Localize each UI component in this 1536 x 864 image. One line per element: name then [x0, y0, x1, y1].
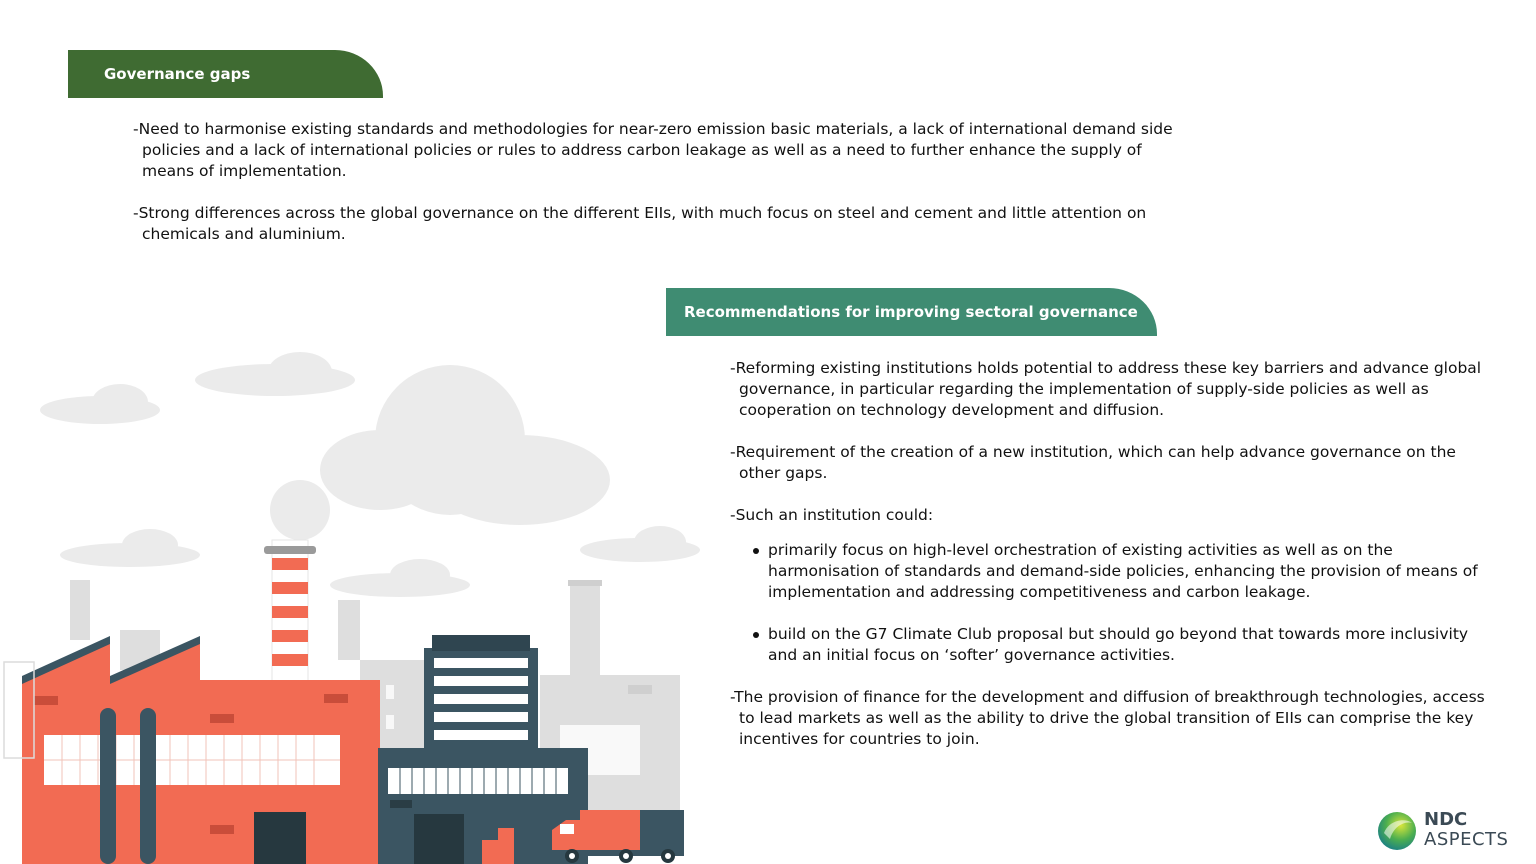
- recommendation-final-point: -The provision of finance for the development and diffusion of breakthrough technologies, access to lead markets as well as the ability to drive the global transition of EIIs can comprise the key incentives for countries to join.: [730, 688, 1485, 748]
- cloud-shapes: [40, 352, 700, 597]
- globe-logo-icon: [1376, 809, 1418, 851]
- governance-gap-point: -Need to harmonise existing standards and methodologies for near-zero emission basic materials, a lack of international demand side policies and a lack of international policies or rules to address carbon leakage as well as a need to further enhance the supply of means of implementation.: [133, 120, 1173, 180]
- striped-chimney: [264, 540, 316, 690]
- recommendations-list: [730, 358, 1490, 771]
- ndc-aspects-logo: [1376, 806, 1516, 854]
- bullet-text: primarily focus on high-level orchestration of existing activities as well as on the harmonisation of standards and demand-side policies, enhancing the provision of means of implementation and addressing competitiveness and carbon leakage.: [768, 541, 1478, 601]
- recommendation-point: -Such an institution could:: [730, 506, 934, 524]
- recommendations-header: [666, 288, 1157, 336]
- bullet-text: build on the G7 Climate Club proposal but should go beyond that towards more inclusivity and an initial focus on ‘softer’ governance activities.: [768, 625, 1469, 664]
- bullet-dot-icon: [753, 548, 759, 554]
- recommendation-point: -Reforming existing institutions holds potential to address these key barriers and advance global governance, in particular regarding the implementation of supply-side policies as well as cooperation on technology development and diffusion.: [730, 359, 1482, 419]
- logo-line-1: NDC: [1424, 809, 1468, 830]
- red-factory: [22, 636, 380, 864]
- logo-line-2: ASPECTS: [1424, 829, 1509, 850]
- bullet-item: [730, 624, 1490, 666]
- bullet-item: [730, 540, 1490, 603]
- governance-gap-point: -Strong differences across the global governance on the different EIIs, with much focus on steel and cement and little attention on chemicals and aluminium.: [133, 204, 1147, 243]
- bullet-dot-icon: [753, 632, 759, 638]
- recommendations-title: Recommendations for improving sectoral governance: [684, 303, 1138, 321]
- factory-illustration: [0, 330, 700, 864]
- governance-gaps-title: Governance gaps: [104, 65, 251, 83]
- recommendation-point: -Requirement of the creation of a new institution, which can help advance governance on the other gaps.: [730, 443, 1456, 482]
- institution-bullets: [730, 534, 1490, 666]
- governance-gaps-header: [68, 50, 383, 98]
- governance-gaps-list: [133, 119, 1193, 266]
